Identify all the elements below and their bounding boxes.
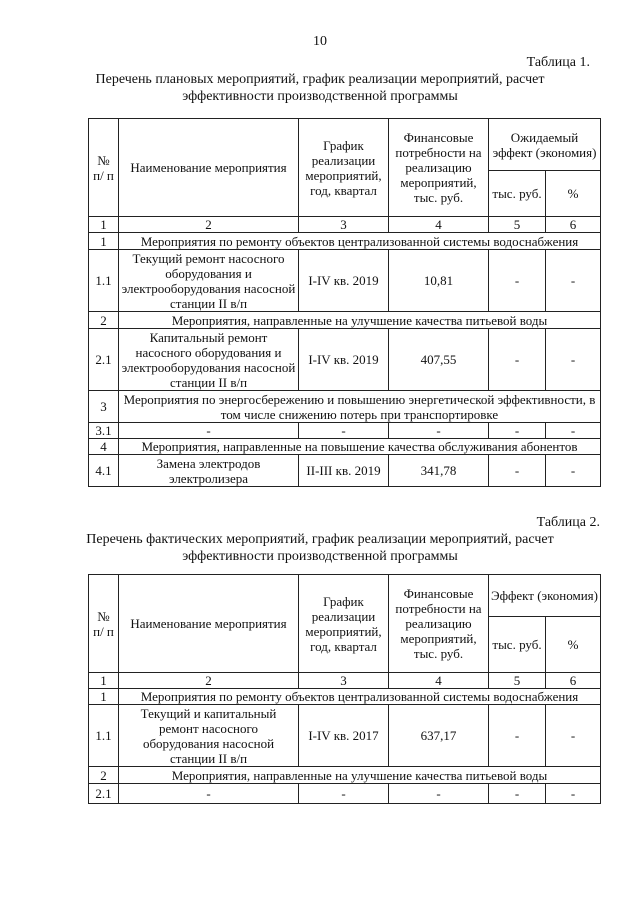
row-num: 2.1 xyxy=(89,329,119,391)
col-number: 1 xyxy=(89,673,119,689)
page-number: 10 xyxy=(313,34,327,49)
item-effect-percent: - xyxy=(546,250,601,312)
table2 xyxy=(88,574,601,804)
col-number: 3 xyxy=(299,217,389,233)
table-row xyxy=(89,391,601,423)
col-number: 6 xyxy=(546,217,601,233)
section-title: Мероприятия по ремонту объектов централизованной системы водоснабжения xyxy=(119,689,601,705)
col-number: 3 xyxy=(299,673,389,689)
row-num: 1.1 xyxy=(89,705,119,767)
item-name: Капитальный ремонт насосного оборудования и электрооборудования насосной станции II в/п xyxy=(119,329,299,391)
col-number: 5 xyxy=(489,217,546,233)
item-finance: 341,78 xyxy=(389,455,489,487)
item-finance: 407,55 xyxy=(389,329,489,391)
header-finance: Финансовые потребности на реализацию мероприятий, тыс. руб. xyxy=(389,575,489,673)
item-name: - xyxy=(119,423,299,439)
item-finance: - xyxy=(389,784,489,804)
item-name: Текущий ремонт насосного оборудования и электрооборудования насосной станции II в/п xyxy=(119,250,299,312)
item-name: - xyxy=(119,784,299,804)
section-title: Мероприятия, направленные на улучшение качества питьевой воды xyxy=(119,767,601,784)
item-schedule: - xyxy=(299,784,389,804)
header-name: Наименование мероприятия xyxy=(119,575,299,673)
table-row xyxy=(89,250,601,312)
item-effect-thousand: - xyxy=(489,423,546,439)
item-effect-thousand: - xyxy=(489,329,546,391)
col-number: 2 xyxy=(119,673,299,689)
table2-title: Перечень фактических мероприятий, график реализации мероприятий, расчет эффективности производственной программы xyxy=(86,532,554,564)
section-title: Мероприятия, направленные на улучшение качества питьевой воды xyxy=(119,312,601,329)
item-effect-thousand: - xyxy=(489,784,546,804)
section-title: Мероприятия по энергосбережению и повышению энергетической эффективности, в том числе снижению потерь при транспортировке xyxy=(119,391,601,423)
header-name: Наименование мероприятия xyxy=(119,119,299,217)
header-effect-percent: % xyxy=(546,617,601,673)
item-finance: - xyxy=(389,423,489,439)
row-num: 1.1 xyxy=(89,250,119,312)
header-finance: Финансовые потребности на реализацию мероприятий, тыс. руб. xyxy=(389,119,489,217)
table-row xyxy=(89,784,601,804)
table2-caption: Таблица 2. xyxy=(536,515,600,530)
item-effect-percent: - xyxy=(546,784,601,804)
row-num: 4 xyxy=(89,439,119,455)
item-effect-thousand: - xyxy=(489,250,546,312)
item-effect-thousand: - xyxy=(489,455,546,487)
header-schedule: График реализации мероприятий, год, квартал xyxy=(299,119,389,217)
table-row xyxy=(89,423,601,439)
item-effect-percent: - xyxy=(546,423,601,439)
table1-title: Перечень плановых мероприятий, график реализации мероприятий, расчет эффективности производственной программы xyxy=(95,72,545,104)
item-effect-thousand: - xyxy=(489,705,546,767)
section-title: Мероприятия по ремонту объектов централизованной системы водоснабжения xyxy=(119,233,601,250)
table-row xyxy=(89,312,601,329)
table-row xyxy=(89,455,601,487)
col-number: 4 xyxy=(389,673,489,689)
item-schedule: I-IV кв. 2019 xyxy=(299,250,389,312)
header-num: № п/ п xyxy=(89,119,119,217)
table1 xyxy=(88,118,601,487)
item-name: Замена электродов электролизера xyxy=(119,455,299,487)
header-schedule: График реализации мероприятий, год, квартал xyxy=(299,575,389,673)
row-num: 4.1 xyxy=(89,455,119,487)
header-effect-percent: % xyxy=(546,171,601,217)
item-finance: 10,81 xyxy=(389,250,489,312)
col-number: 4 xyxy=(389,217,489,233)
item-schedule: II-III кв. 2019 xyxy=(299,455,389,487)
col-number: 2 xyxy=(119,217,299,233)
col-number: 5 xyxy=(489,673,546,689)
item-effect-percent: - xyxy=(546,455,601,487)
row-num: 3.1 xyxy=(89,423,119,439)
table-row xyxy=(89,689,601,705)
item-effect-percent: - xyxy=(546,705,601,767)
item-schedule: I-IV кв. 2017 xyxy=(299,705,389,767)
table1-caption: Таблица 1. xyxy=(526,55,590,70)
header-num: № п/ п xyxy=(89,575,119,673)
row-num: 2.1 xyxy=(89,784,119,804)
item-effect-percent: - xyxy=(546,329,601,391)
table-row xyxy=(89,233,601,250)
row-num: 1 xyxy=(89,689,119,705)
row-num: 2 xyxy=(89,767,119,784)
row-num: 1 xyxy=(89,233,119,250)
row-num: 2 xyxy=(89,312,119,329)
item-schedule: I-IV кв. 2019 xyxy=(299,329,389,391)
item-name: Текущий и капитальный ремонт насосного оборудования насосной станции II в/п xyxy=(119,705,299,767)
section-title: Мероприятия, направленные на повышение качества обслуживания абонентов xyxy=(119,439,601,455)
header-effect: Эффект (экономия) xyxy=(489,575,601,617)
table-row xyxy=(89,329,601,391)
item-schedule: - xyxy=(299,423,389,439)
col-number: 6 xyxy=(546,673,601,689)
table-row xyxy=(89,767,601,784)
row-num: 3 xyxy=(89,391,119,423)
header-effect-thousand: тыс. руб. xyxy=(489,171,546,217)
table-row xyxy=(89,439,601,455)
col-number: 1 xyxy=(89,217,119,233)
table-row xyxy=(89,705,601,767)
header-effect-thousand: тыс. руб. xyxy=(489,617,546,673)
header-effect: Ожидаемый эффект (экономия) xyxy=(489,119,601,171)
item-finance: 637,17 xyxy=(389,705,489,767)
